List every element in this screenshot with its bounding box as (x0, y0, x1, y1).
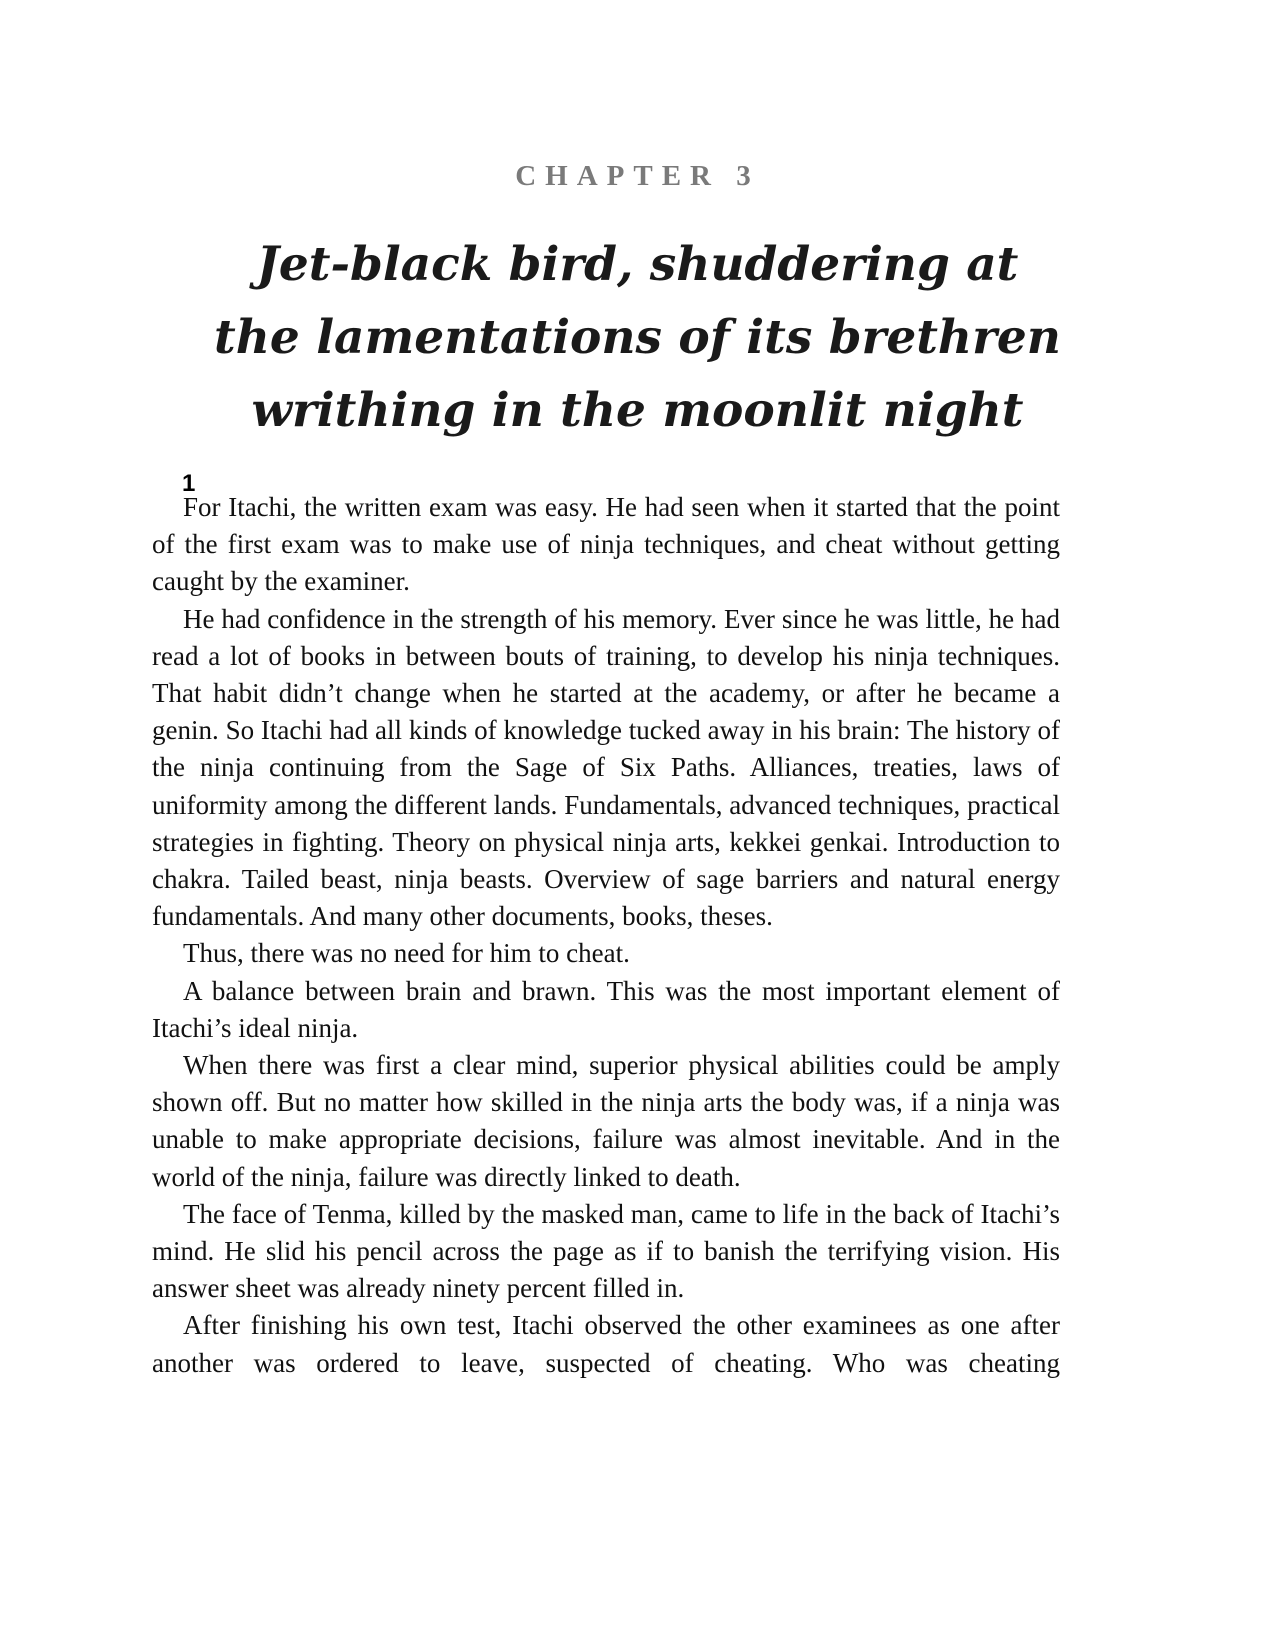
paragraph: He had confidence in the strength of his memory. Ever since he was little, he had read a lot of books in between bouts of training, to develop his ninja techniques. That habit didn’t change when he started at the academy, or after he became a genin. So Itachi had all kinds of knowledge tucked away in his brain: The history of the ninja continuing from the Sage of Six Paths. Alliances, treaties, laws of uniformity among the different lands. Fundamentals, advanced techniques, practical strategies in fighting. Theory on physical ninja arts, kekkei genkai. Introduction to chakra. Tailed beast, ninja beasts. Overview of sage barriers and natural energy fundamentals. And many other documents, books, theses. (152, 603, 1060, 932)
chapter-title-line: Jet-black bird, shuddering at (256, 237, 1019, 292)
chapter-title (150, 228, 1125, 447)
section-number: 1 (182, 470, 196, 497)
chapter-title-line: writhing in the moonlit night (251, 383, 1024, 438)
chapter-title-line: the lamentations of its brethren (214, 310, 1061, 365)
chapter-label: CHAPTER 3 (515, 160, 760, 192)
paragraph: Thus, there was no need for him to cheat. (183, 938, 630, 969)
body-text (152, 489, 1060, 1382)
paragraph: A balance between brain and brawn. This was the most important element of Itachi’s ideal ninja. (152, 975, 1060, 1043)
paragraph: The face of Tenma, killed by the masked man, came to life in the back of Itachi’s mind. He slid his pencil across the page as if to banish the terrifying vision. His answer sheet was already ninety percent filled in. (152, 1198, 1060, 1304)
paragraph: After finishing his own test, Itachi observed the other examinees as one after another was ordered to leave, suspected of cheating. Who was cheating (152, 1310, 1060, 1378)
paragraph: When there was first a clear mind, superior physical abilities could be amply shown off. But no matter how skilled in the ninja arts the body was, if a ninja was unable to make appropriate decisions, failure was almost inevitable. And in the world of the ninja, failure was directly linked to death. (152, 1050, 1060, 1192)
paragraph: For Itachi, the written exam was easy. He had seen when it started that the point of the first exam was to make use of ninja techniques, and cheat without getting caught by the examiner. (152, 492, 1060, 597)
